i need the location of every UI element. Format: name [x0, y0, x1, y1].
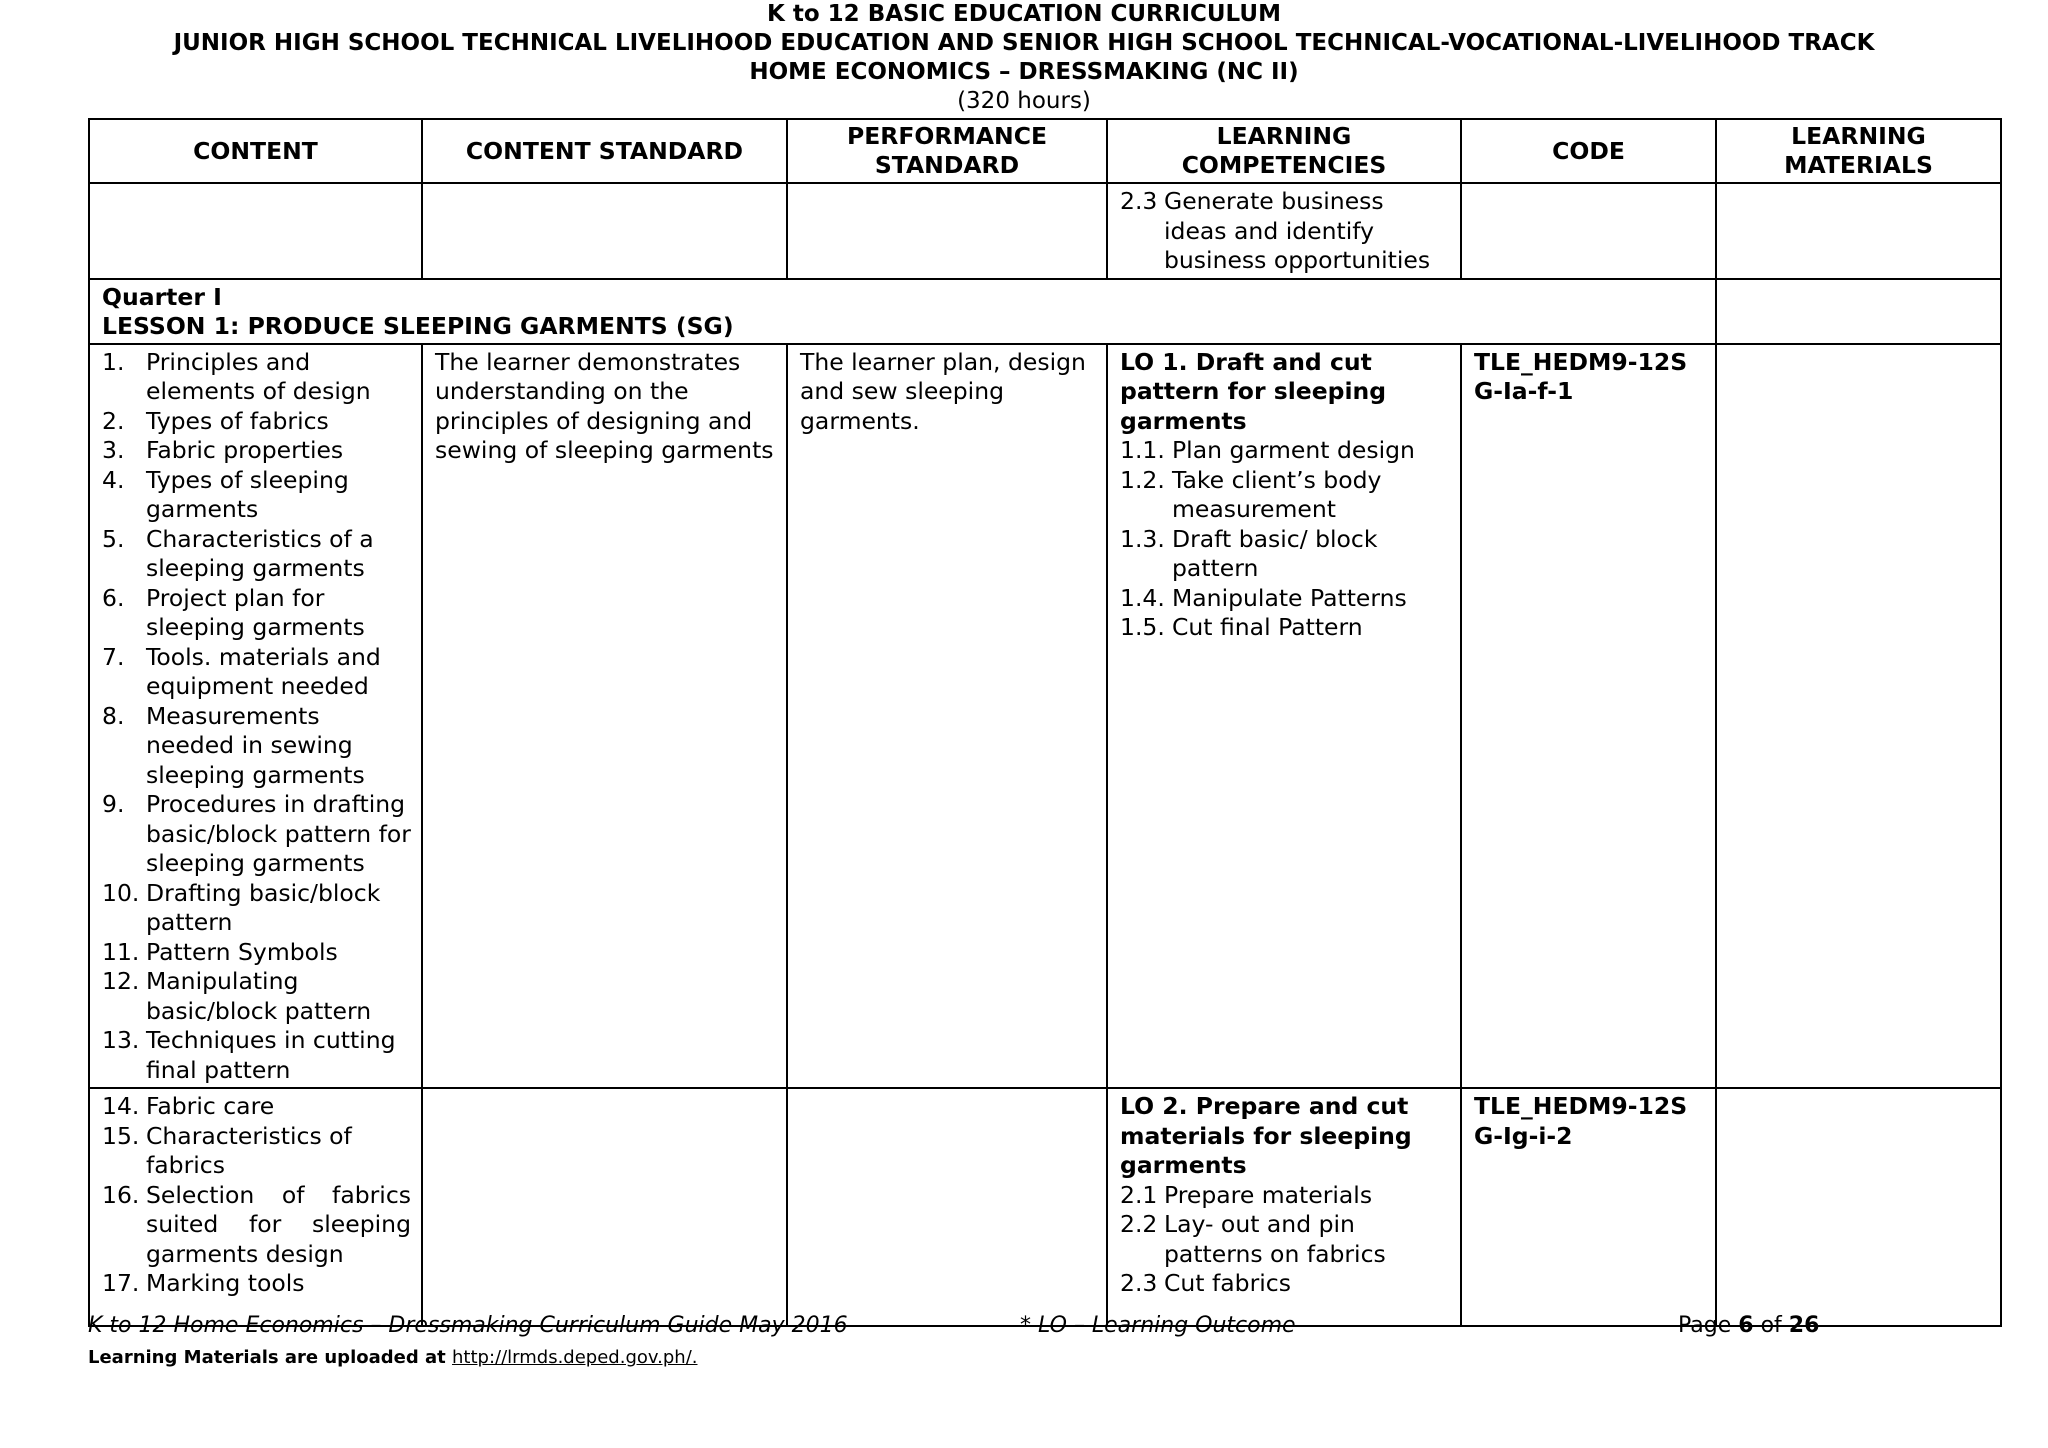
- item-number: 13.: [102, 1026, 140, 1054]
- curriculum-table: [88, 118, 2002, 1327]
- col-header-code: CODE: [1461, 119, 1716, 183]
- materials-note-text: Learning Materials are uploaded at: [88, 1347, 453, 1368]
- item-text: Marking tools: [146, 1269, 305, 1297]
- competency-number: 1.4.: [1120, 583, 1165, 612]
- item-number: 7.: [102, 642, 125, 671]
- competency-item: [1120, 613, 1450, 643]
- empty-cell: [1716, 279, 2001, 344]
- item-text: Pattern Symbols: [146, 937, 338, 966]
- item-number: 3.: [102, 436, 125, 464]
- curriculum-title: K to 12 BASIC EDUCATION CURRICULUM: [767, 1, 1281, 27]
- col-header-learning-competencies: LEARNING COMPETENCIES: [1107, 119, 1461, 183]
- item-number: 17.: [102, 1269, 140, 1297]
- page-prefix: Page: [1678, 1313, 1739, 1338]
- competency-text: Generate business ideas and identify business opportunities: [1164, 187, 1431, 274]
- list-item: [102, 584, 411, 643]
- competency-item: [1120, 584, 1450, 614]
- item-text: Selection of fabrics suited for sleeping garments design: [146, 1180, 411, 1268]
- carryover-competency: [1107, 183, 1461, 279]
- competency-item: [1120, 466, 1450, 525]
- competency-item: [1120, 1269, 1450, 1299]
- item-text: Characteristics of fabrics: [146, 1121, 352, 1179]
- list-item: [102, 967, 411, 1026]
- page-number: [1678, 1313, 1819, 1338]
- list-item: [102, 643, 411, 702]
- competency-number: 2.2: [1120, 1210, 1158, 1238]
- item-number: 14.: [102, 1092, 140, 1120]
- item-text: Measurements needed in sewing sleeping garments: [146, 701, 365, 789]
- competency-text: Prepare materials: [1164, 1180, 1373, 1209]
- learning-outcome-title: LO 1. Draft and cut pattern for sleeping garments: [1120, 347, 1387, 435]
- item-text: Manipulating basic/block pattern: [146, 967, 372, 1025]
- competency-item: [1120, 1181, 1450, 1211]
- carryover-row: [89, 183, 2001, 279]
- table-header-row: [89, 119, 2001, 183]
- competencies-cell: [1107, 344, 1461, 1089]
- competency-text: Cut final Pattern: [1172, 613, 1363, 641]
- content-list: [102, 1092, 411, 1299]
- col-header-learning-materials: LEARNING MATERIALS: [1716, 119, 2001, 183]
- list-item: [102, 938, 411, 968]
- page-total: 26: [1788, 1313, 1820, 1338]
- item-number: 1.: [102, 347, 125, 376]
- empty-cell: [89, 183, 422, 279]
- quarter-lesson-cell: [89, 279, 1716, 344]
- list-item: [102, 702, 411, 791]
- competency-text: Manipulate Patterns: [1172, 583, 1407, 612]
- item-number: 12.: [102, 967, 140, 995]
- competency-number: 2.3: [1120, 1269, 1158, 1297]
- empty-cell: [787, 1088, 1107, 1326]
- competency-number: 2.1: [1120, 1180, 1158, 1209]
- empty-cell: [1461, 183, 1716, 279]
- learning-materials-cell: [1716, 1088, 2001, 1326]
- competency-item: [1120, 525, 1450, 584]
- col-header-performance-standard: PERFORMANCE STANDARD: [787, 119, 1107, 183]
- item-text: Project plan for sleeping garments: [146, 583, 365, 641]
- guide-reference: K to 12 Home Economics – Dressmaking Curriculum Guide May 2016: [88, 1313, 848, 1338]
- competency-number: 1.5.: [1120, 613, 1165, 641]
- competency-text: Cut fabrics: [1164, 1269, 1291, 1297]
- track-title: JUNIOR HIGH SCHOOL TECHNICAL LIVELIHOOD EDUCATION AND SENIOR HIGH SCHOOL TECHNICAL-VOCATIONAL-LIVELIHOOD TRACK: [173, 30, 1875, 56]
- empty-cell: [422, 183, 787, 279]
- item-number: 4.: [102, 465, 125, 494]
- lrmds-link[interactable]: http://lrmds.deped.gov.ph/.: [452, 1347, 698, 1368]
- content-cell: [89, 344, 422, 1089]
- item-number: 8.: [102, 701, 125, 730]
- competency-list: [1120, 436, 1450, 643]
- list-item: [102, 407, 411, 437]
- quarter-row: [89, 279, 2001, 344]
- item-text: Principles and elements of design: [146, 347, 371, 405]
- code-cell: TLE_HEDM9-12SG-Ig-i-2: [1461, 1088, 1716, 1326]
- performance-standard-cell: The learner plan, design and sew sleeping garments.: [787, 344, 1107, 1089]
- item-number: 15.: [102, 1121, 140, 1150]
- document-header: [0, 0, 2048, 116]
- learning-outcome-title: LO 2. Prepare and cut materials for sleeping garments: [1120, 1092, 1412, 1179]
- subject-title: HOME ECONOMICS – DRESSMAKING (NC II): [749, 59, 1299, 85]
- list-item: [102, 1026, 411, 1085]
- item-text: Tools. materials and equipment needed: [146, 642, 381, 700]
- competency-list: [1120, 1181, 1450, 1299]
- item-text: Fabric care: [146, 1092, 275, 1120]
- table-row: [89, 1088, 2001, 1326]
- competency-item: [1120, 1210, 1450, 1269]
- col-header-content-standard: CONTENT STANDARD: [422, 119, 787, 183]
- competency-number: 1.1.: [1120, 436, 1165, 464]
- learning-materials-cell: [1716, 344, 2001, 1089]
- competency-number: 1.3.: [1120, 524, 1165, 553]
- item-number: 5.: [102, 524, 125, 553]
- item-number: 10.: [102, 878, 140, 907]
- hours-label: (320 hours): [957, 88, 1091, 114]
- item-number: 2.: [102, 406, 125, 435]
- item-text: Fabric properties: [146, 436, 344, 464]
- list-item: [102, 1122, 411, 1181]
- list-item: [102, 466, 411, 525]
- list-item: [102, 1269, 411, 1299]
- item-text: Characteristics of a sleeping garments: [146, 524, 374, 582]
- table-row: [89, 344, 2001, 1089]
- competency-text: Take client’s body measurement: [1172, 465, 1382, 523]
- lesson-title: LESSON 1: PRODUCE SLEEPING GARMENTS (SG): [102, 311, 734, 340]
- content-list: [102, 348, 411, 1086]
- list-item: [102, 1092, 411, 1122]
- list-item: [102, 436, 411, 466]
- item-text: Drafting basic/block pattern: [146, 878, 381, 936]
- competency-text: Plan garment design: [1172, 436, 1415, 464]
- list-item: [102, 525, 411, 584]
- competency-number: 2.3: [1120, 187, 1158, 215]
- content-cell: [89, 1088, 422, 1326]
- competency-text: Lay- out and pin patterns on fabrics: [1164, 1210, 1386, 1268]
- competency-item: [1120, 436, 1450, 466]
- competency-text: Draft basic/ block pattern: [1172, 524, 1378, 582]
- materials-note: [88, 1347, 698, 1368]
- list-item: [102, 1181, 411, 1270]
- empty-cell: [787, 183, 1107, 279]
- item-text: Procedures in drafting basic/block pattern for sleeping garments: [146, 790, 411, 877]
- item-number: 6.: [102, 583, 125, 612]
- item-number: 16.: [102, 1180, 140, 1209]
- content-standard-cell: The learner demonstrates understanding on the principles of designing and sewing of sleeping garments: [422, 344, 787, 1089]
- page-of: of: [1753, 1313, 1789, 1338]
- page-current: 6: [1738, 1313, 1754, 1338]
- item-text: Techniques in cutting final pattern: [146, 1026, 396, 1084]
- list-item: [102, 348, 411, 407]
- item-text: Types of sleeping garments: [146, 465, 349, 523]
- item-number: 9.: [102, 790, 125, 818]
- col-header-content: CONTENT: [89, 119, 422, 183]
- lo-legend: * LO – Learning Outcome: [1020, 1313, 1296, 1338]
- item-text: Types of fabrics: [146, 406, 329, 435]
- quarter-label: Quarter I: [102, 282, 222, 311]
- list-item: [102, 790, 411, 879]
- code-cell: TLE_HEDM9-12SG-Ia-f-1: [1461, 344, 1716, 1089]
- list-item: [102, 879, 411, 938]
- competency-number: 1.2.: [1120, 465, 1165, 494]
- empty-cell: [422, 1088, 787, 1326]
- competencies-cell: [1107, 1088, 1461, 1326]
- page-footer: [88, 1313, 2000, 1343]
- item-number: 11.: [102, 937, 140, 966]
- empty-cell: [1716, 183, 2001, 279]
